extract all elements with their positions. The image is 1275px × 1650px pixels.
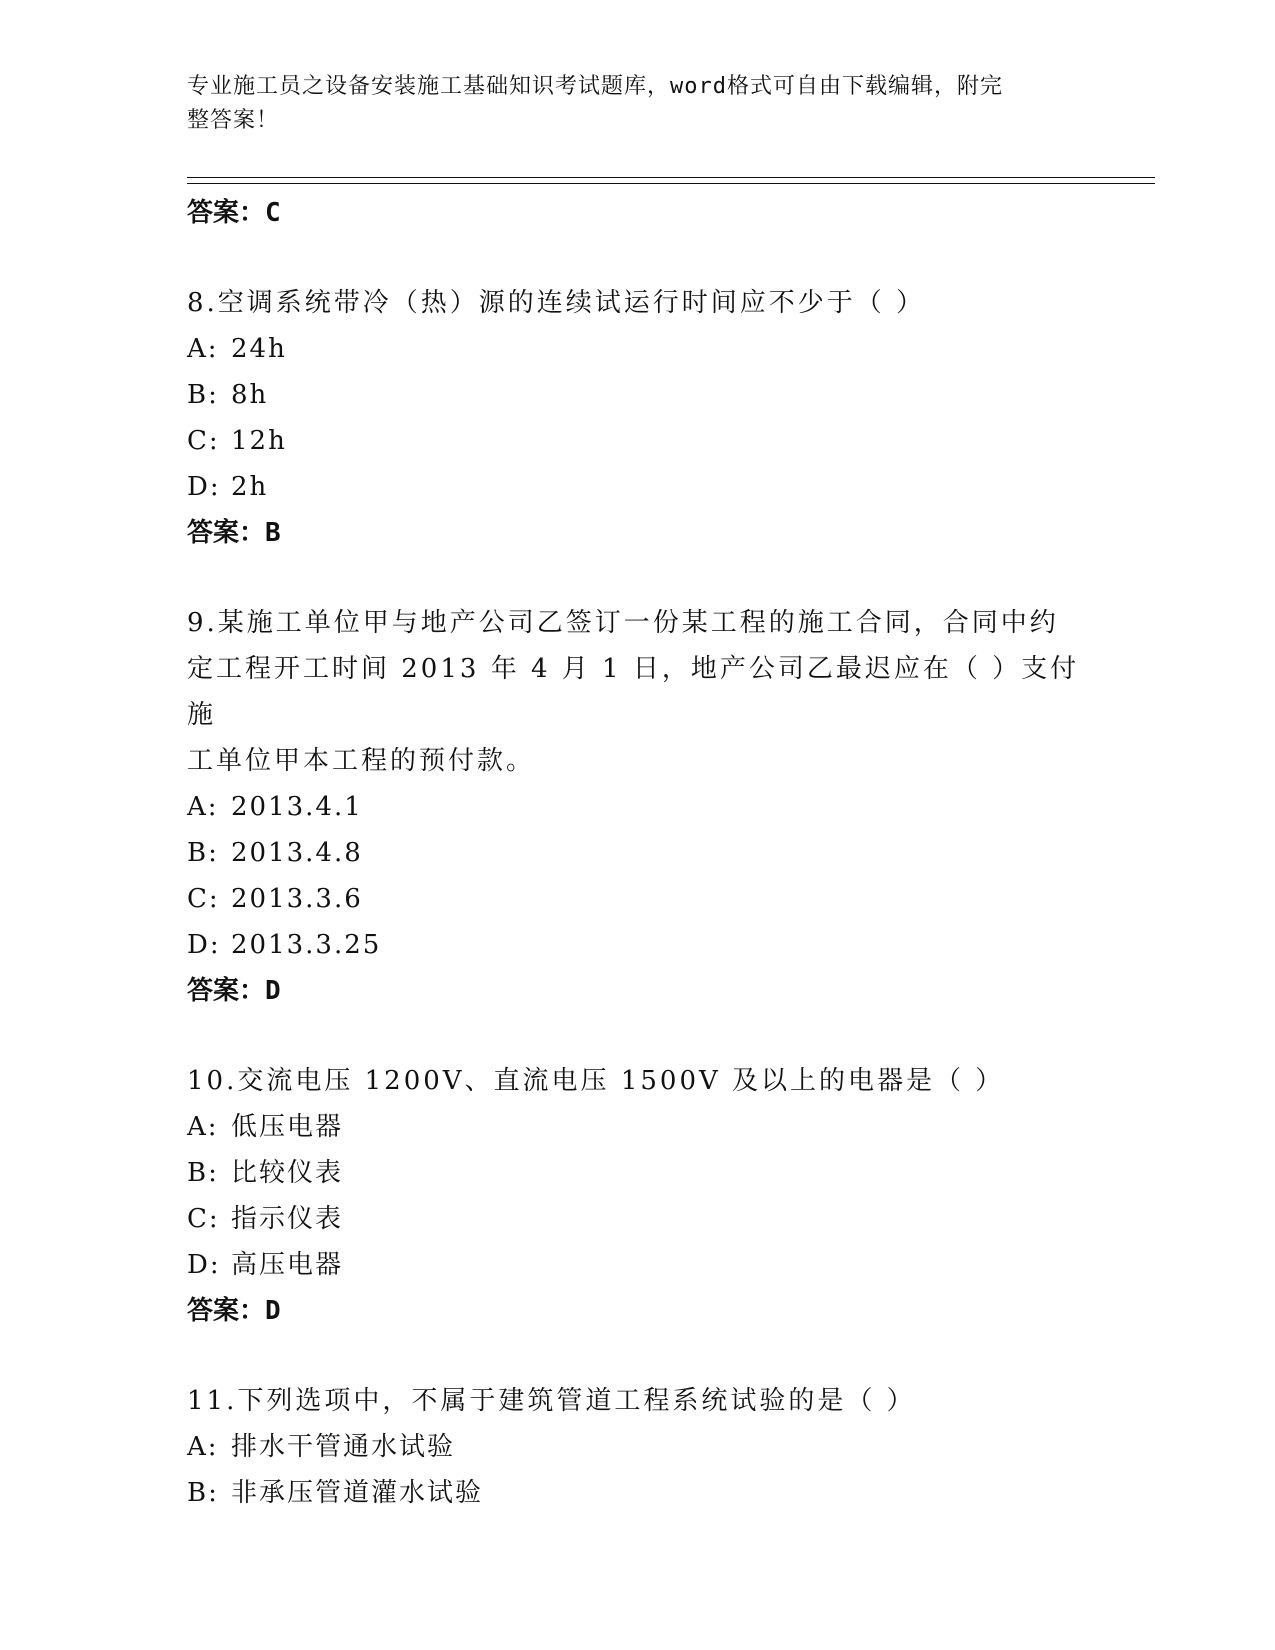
option-key: B: xyxy=(187,838,219,868)
option-text: 8h xyxy=(231,380,269,410)
header-rule-top xyxy=(187,177,1155,178)
option-text: 排水干管通水试验 xyxy=(231,1432,456,1462)
option-c xyxy=(187,876,1087,922)
option-text: 2013.3.6 xyxy=(231,884,363,914)
question-block xyxy=(187,1378,1087,1516)
question-block xyxy=(187,1058,1087,1334)
option-text: 比较仪表 xyxy=(231,1158,344,1188)
option-key: A: xyxy=(187,1112,219,1142)
option-key: B: xyxy=(187,1158,219,1188)
header-line-1: 专业施工员之设备安装施工基础知识考试题库，word格式可自由下载编辑，附完 xyxy=(187,74,1003,99)
spacer xyxy=(187,1334,1087,1378)
option-d xyxy=(187,464,1087,510)
option-c xyxy=(187,418,1087,464)
option-b xyxy=(187,830,1087,876)
question-block xyxy=(187,280,1087,556)
question-stem: 10.交流电压 1200V、直流电压 1500V 及以上的电器是（ ） xyxy=(187,1066,1005,1096)
header-line-2: 整答案！ xyxy=(187,108,280,133)
option-key: A: xyxy=(187,1432,219,1462)
answer-line: 答案：B xyxy=(187,518,281,548)
option-key: D: xyxy=(187,1250,221,1280)
option-text: 2013.4.1 xyxy=(231,792,363,822)
option-key: C: xyxy=(187,884,220,914)
option-text: 2013.4.8 xyxy=(231,838,363,868)
option-a xyxy=(187,326,1087,372)
option-a xyxy=(187,784,1087,830)
answer-line: 答案：D xyxy=(187,976,281,1006)
question-stem-line: 工单位甲本工程的预付款。 xyxy=(187,746,536,776)
question-block xyxy=(187,600,1087,1014)
option-d xyxy=(187,922,1087,968)
answer-line: 答案：C xyxy=(187,198,281,228)
option-b xyxy=(187,1150,1087,1196)
option-key: A: xyxy=(187,792,219,822)
option-key: C: xyxy=(187,426,220,456)
header-rule-bottom xyxy=(187,183,1155,184)
question-stem-line: 定工程开工时间 2013 年 4 月 1 日，地产公司乙最迟应在（ ）支付施 xyxy=(187,654,1080,730)
option-text: 2h xyxy=(231,472,269,502)
option-b xyxy=(187,372,1087,418)
option-text: 非承压管道灌水试验 xyxy=(231,1478,484,1508)
question-list xyxy=(187,190,1087,1516)
option-a xyxy=(187,1104,1087,1150)
question-stem: 8.空调系统带冷（热）源的连续试运行时间应不少于（ ） xyxy=(187,288,926,318)
option-text: 低压电器 xyxy=(231,1112,344,1142)
option-text: 24h xyxy=(231,334,287,364)
question-stem-line: 9.某施工单位甲与地产公司乙签订一份某工程的施工合同，合同中约 xyxy=(187,608,1059,638)
option-text: 2013.3.25 xyxy=(231,930,382,960)
option-key: B: xyxy=(187,380,219,410)
spacer xyxy=(187,1014,1087,1058)
option-key: B: xyxy=(187,1478,219,1508)
option-b xyxy=(187,1470,1087,1516)
spacer xyxy=(187,236,1087,280)
answer-line: 答案：D xyxy=(187,1296,281,1326)
document-header xyxy=(187,70,1067,138)
option-key: A: xyxy=(187,334,219,364)
option-key: D: xyxy=(187,472,221,502)
option-text: 高压电器 xyxy=(231,1250,344,1280)
option-key: D: xyxy=(187,930,221,960)
option-c xyxy=(187,1196,1087,1242)
option-a xyxy=(187,1424,1087,1470)
option-text: 12h xyxy=(231,426,287,456)
spacer xyxy=(187,556,1087,600)
option-key: C: xyxy=(187,1204,220,1234)
option-text: 指示仪表 xyxy=(231,1204,344,1234)
option-d xyxy=(187,1242,1087,1288)
question-stem: 11.下列选项中，不属于建筑管道工程系统试验的是（ ） xyxy=(187,1386,916,1416)
